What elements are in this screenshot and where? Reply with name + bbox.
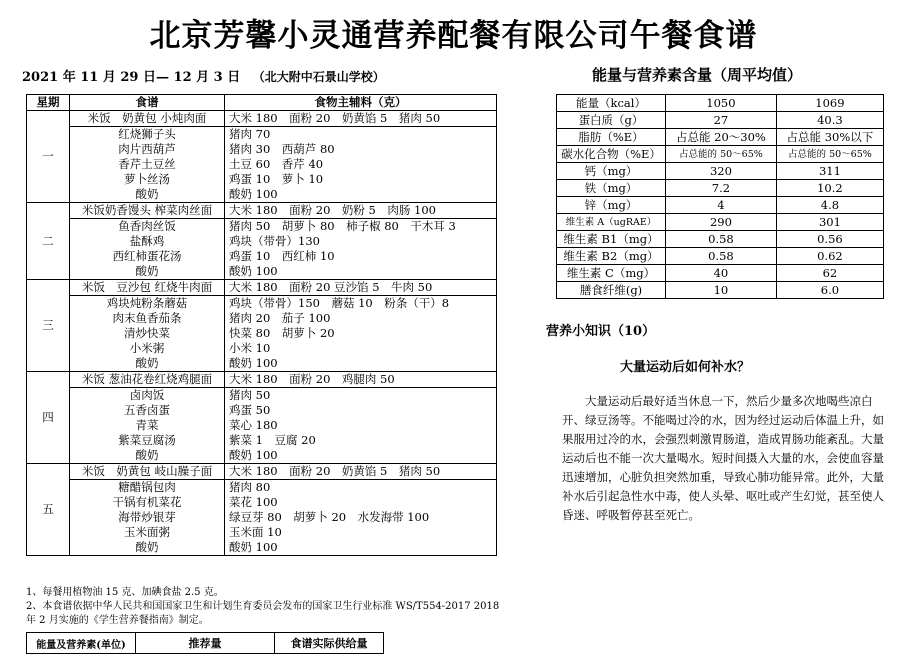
ingredients-cell <box>225 296 497 372</box>
nutrition-rec-cell: 7.2 <box>666 180 777 197</box>
nutrition-name-cell: 维生素 B1（mg） <box>557 231 666 248</box>
nutrition-name-cell: 能量（kcal） <box>557 95 666 112</box>
ingredient-line: 猪肉 20 茄子 100 <box>229 311 331 325</box>
menu-row <box>27 127 497 203</box>
dish-name: 清炒快菜 <box>124 326 170 340</box>
ingredients-cell <box>225 280 497 296</box>
nutrition-row <box>557 265 884 282</box>
ingredient-line: 快菜 80 胡萝卜 20 <box>229 326 335 340</box>
nutrition-actual-cell: 6.0 <box>776 282 883 299</box>
ingredient-line: 玉米面 10 <box>229 525 282 539</box>
dish-name: 西红柿蛋花汤 <box>112 249 182 263</box>
nutrition-rec-cell: 4 <box>666 197 777 214</box>
dish-name: 米饭 葱油花卷红烧鸡腿面 <box>81 372 213 386</box>
date-range: 2021 年 11 月 29 日— 12 月 3 日 <box>22 70 241 85</box>
menu-row <box>27 280 497 296</box>
nutrition-actual-cell: 301 <box>776 214 883 231</box>
ingredient-line: 大米 180 面粉 20 奶黄馅 5 猪肉 50 <box>229 111 441 125</box>
dish-name: 五香卤蛋 <box>124 403 170 417</box>
dish-name: 酸奶 <box>135 356 159 370</box>
nutrition-name-cell: 膳食纤维(g) <box>557 282 666 299</box>
nutrition-name-cell: 维生素 A（ugRAE） <box>557 214 666 231</box>
ingredient-line: 酸奶 100 <box>229 448 278 462</box>
recipe-cell <box>70 480 225 556</box>
weekday-cell: 二 <box>27 203 70 280</box>
nutrition-row <box>557 282 884 299</box>
recipe-cell <box>70 372 225 388</box>
recipe-cell <box>70 203 225 219</box>
dish-name: 红烧狮子头 <box>118 127 176 141</box>
nutrition-rec-cell: 占总能的 50～65% <box>666 146 777 163</box>
nutrition-rec-cell: 0.58 <box>666 248 777 265</box>
dish-name: 小米粥 <box>129 341 165 355</box>
knowledge-subtitle: 大量运动后如何补水？ <box>620 360 751 375</box>
nutrition-actual-cell: 311 <box>776 163 883 180</box>
menu-row <box>27 111 497 127</box>
nutrition-title: 能量与营养素含量（周平均值） <box>592 66 803 84</box>
header-recipe: 食谱 <box>70 95 225 111</box>
dish-name: 盐酥鸡 <box>129 234 165 248</box>
ingredient-line: 绿豆芽 80 胡萝卜 20 水发海带 100 <box>229 510 430 524</box>
menu-row <box>27 388 497 464</box>
ingredient-line: 鸡块（带骨）130 <box>229 234 320 248</box>
nutrition-name-cell: 脂肪（%E） <box>557 129 666 146</box>
dish-name: 紫菜豆腐汤 <box>118 433 176 447</box>
nutrition-name-cell: 维生素 C（mg） <box>557 265 666 282</box>
menu-notes <box>26 586 506 628</box>
ingredients-cell <box>225 111 497 127</box>
ingredient-line: 鸡块（带骨）150 蘑菇 10 粉条（干）8 <box>229 296 450 310</box>
ingredient-line: 猪肉 80 <box>229 480 271 494</box>
menu-table <box>26 94 497 556</box>
knowledge-text: 大量运动后最好适当休息一下，然后少量多次地喝些凉白开、绿豆汤等。不能喝过冷的水，因为经过运动后体温上升，如果服用过冷的水，会强烈刺激胃肠道，造成胃肠功能紊乱。大量运动后也不能一次大量喝水。短时间摄入大量的水，会使血容量迅速增加，心脏负担突然加重，导致心肺功能异常。此外，大量补水后引起急性水中毒，使人头晕、呕吐或产生幻觉，甚至使人昏迷、呼吸暂停甚至死亡。 <box>562 394 884 522</box>
nutrition-row <box>557 197 884 214</box>
ingredients-cell <box>225 219 497 280</box>
dish-name: 青菜 <box>135 418 159 432</box>
bottom-header-recommended: 推荐量 <box>136 633 275 654</box>
nutrition-rec-cell: 290 <box>666 214 777 231</box>
ingredients-cell <box>225 127 497 203</box>
dish-name: 鸡块炖粉条蘑菇 <box>106 296 188 310</box>
bottom-header-actual: 食谱实际供给量 <box>275 633 384 654</box>
ingredient-line: 菜心 180 <box>229 418 278 432</box>
recipe-cell <box>70 464 225 480</box>
ingredient-line: 大米 180 面粉 20 豆沙馅 5 牛肉 50 <box>229 280 433 294</box>
ingredient-line: 大米 180 面粉 20 奶黄馅 5 猪肉 50 <box>229 464 441 478</box>
ingredient-line: 鸡蛋 10 萝卜 10 <box>229 172 324 186</box>
knowledge-title: 营养小知识（10） <box>546 324 656 339</box>
nutrition-row <box>557 95 884 112</box>
bottom-header-nutrient: 能量及营养素(单位) <box>27 633 136 654</box>
weekday-cell: 一 <box>27 111 70 203</box>
menu-row <box>27 372 497 388</box>
ingredients-cell <box>225 388 497 464</box>
dish-name: 米饭 奶黄包 小炖肉面 <box>87 111 207 125</box>
nutrition-rec-cell: 0.58 <box>666 231 777 248</box>
ingredient-line: 大米 180 面粉 20 鸡腿肉 50 <box>229 372 395 386</box>
school-name: （北大附中石景山学校） <box>252 70 385 84</box>
nutrition-name-cell: 锌（mg） <box>557 197 666 214</box>
nutrition-actual-cell: 4.8 <box>776 197 883 214</box>
recipe-cell <box>70 388 225 464</box>
menu-row <box>27 219 497 280</box>
nutrition-rec-cell: 占总能 20～30% <box>666 129 777 146</box>
nutrition-actual-cell: 40.3 <box>776 112 883 129</box>
dish-name: 卤肉饭 <box>129 388 165 402</box>
dish-name: 萝卜丝汤 <box>124 172 170 186</box>
note-line: 1、每餐用植物油 15 克、加碘食盐 2.5 克。 <box>26 587 224 598</box>
menu-row <box>27 480 497 556</box>
menu-header-row <box>27 95 497 111</box>
dish-name: 米饭 奶黄包 岐山臊子面 <box>81 464 213 478</box>
nutrition-rec-cell: 1050 <box>666 95 777 112</box>
nutrition-row <box>557 214 884 231</box>
nutrition-actual-cell: 62 <box>776 265 883 282</box>
nutrition-row <box>557 146 884 163</box>
ingredient-line: 土豆 60 香芹 40 <box>229 157 324 171</box>
nutrition-name-cell: 维生素 B2（mg） <box>557 248 666 265</box>
recipe-cell <box>70 280 225 296</box>
nutrition-rec-cell: 40 <box>666 265 777 282</box>
ingredient-line: 大米 180 面粉 20 奶粉 5 肉肠 100 <box>229 203 436 217</box>
nutrition-row <box>557 231 884 248</box>
ingredient-line: 酸奶 100 <box>229 540 278 554</box>
recipe-cell <box>70 219 225 280</box>
nutrition-row <box>557 180 884 197</box>
nutrition-actual-cell: 0.56 <box>776 231 883 248</box>
dish-name: 米饭奶香馒头 榨菜肉丝面 <box>81 203 213 217</box>
nutrition-rec-cell: 10 <box>666 282 777 299</box>
recipe-cell <box>70 127 225 203</box>
dish-name: 鱼香肉丝饭 <box>118 219 176 233</box>
dish-name: 肉末鱼香茄条 <box>112 311 182 325</box>
header-ingredients: 食物主辅料（克） <box>225 95 497 111</box>
nutrition-name-cell: 铁（mg） <box>557 180 666 197</box>
ingredient-line: 猪肉 50 <box>229 388 271 402</box>
dish-name: 酸奶 <box>135 448 159 462</box>
ingredient-line: 猪肉 70 <box>229 127 271 141</box>
nutrition-row <box>557 112 884 129</box>
weekday-cell: 三 <box>27 280 70 372</box>
dish-name: 糖醋锅包肉 <box>118 480 176 494</box>
ingredient-line: 猪肉 30 西葫芦 80 <box>229 142 335 156</box>
ingredients-cell <box>225 464 497 480</box>
dish-name: 海带炒银芽 <box>118 510 176 524</box>
nutrition-name-cell: 钙（mg） <box>557 163 666 180</box>
dish-name: 米饭 豆沙包 红烧牛肉面 <box>81 280 213 294</box>
nutrition-actual-cell: 0.62 <box>776 248 883 265</box>
menu-row <box>27 464 497 480</box>
recipe-cell <box>70 111 225 127</box>
date-line <box>22 66 385 85</box>
nutrition-row <box>557 248 884 265</box>
ingredient-line: 猪肉 50 胡萝卜 80 柿子椒 80 干木耳 3 <box>229 219 456 233</box>
nutrition-name-cell: 蛋白质（g） <box>557 112 666 129</box>
ingredients-cell <box>225 480 497 556</box>
ingredient-line: 紫菜 1 豆腐 20 <box>229 433 316 447</box>
ingredient-line: 酸奶 100 <box>229 264 278 278</box>
nutrition-row <box>557 129 884 146</box>
nutrition-row <box>557 163 884 180</box>
weekday-cell: 五 <box>27 464 70 556</box>
ingredient-line: 酸奶 100 <box>229 356 278 370</box>
nutrition-actual-cell: 1069 <box>776 95 883 112</box>
bottom-table <box>26 632 384 654</box>
ingredient-line: 菜花 100 <box>229 495 278 509</box>
nutrition-actual-cell: 占总能 30%以下 <box>776 129 883 146</box>
dish-name: 酸奶 <box>135 187 159 201</box>
nutrition-actual-cell: 10.2 <box>776 180 883 197</box>
recipe-cell <box>70 296 225 372</box>
nutrition-name-cell: 碳水化合物（%E） <box>557 146 666 163</box>
nutrition-actual-cell: 占总能的 50～65% <box>776 146 883 163</box>
menu-row <box>27 203 497 219</box>
header-weekday: 星期 <box>27 95 70 111</box>
weekday-cell: 四 <box>27 372 70 464</box>
ingredients-cell <box>225 203 497 219</box>
note-line: 2、本食谱依据中华人民共和国国家卫生和计划生育委员会发布的国家卫生行业标准 WS/T554-2017 2018 年 2 月实施的《学生营养餐指南》制定。 <box>26 601 500 626</box>
page-title: 北京芳馨小灵通营养配餐有限公司午餐食谱 <box>149 18 758 54</box>
nutrition-rec-cell: 320 <box>666 163 777 180</box>
nutrition-rec-cell: 27 <box>666 112 777 129</box>
ingredients-cell <box>225 372 497 388</box>
nutrition-table <box>556 94 884 299</box>
dish-name: 肉片西葫芦 <box>118 142 176 156</box>
dish-name: 香芹土豆丝 <box>118 157 176 171</box>
ingredient-line: 小米 10 <box>229 341 271 355</box>
ingredient-line: 鸡蛋 10 西红柿 10 <box>229 249 335 263</box>
ingredient-line: 酸奶 100 <box>229 187 278 201</box>
dish-name: 干锅有机菜花 <box>112 495 182 509</box>
ingredient-line: 鸡蛋 50 <box>229 403 271 417</box>
menu-row <box>27 296 497 372</box>
dish-name: 酸奶 <box>135 540 159 554</box>
dish-name: 酸奶 <box>135 264 159 278</box>
dish-name: 玉米面粥 <box>124 525 170 539</box>
